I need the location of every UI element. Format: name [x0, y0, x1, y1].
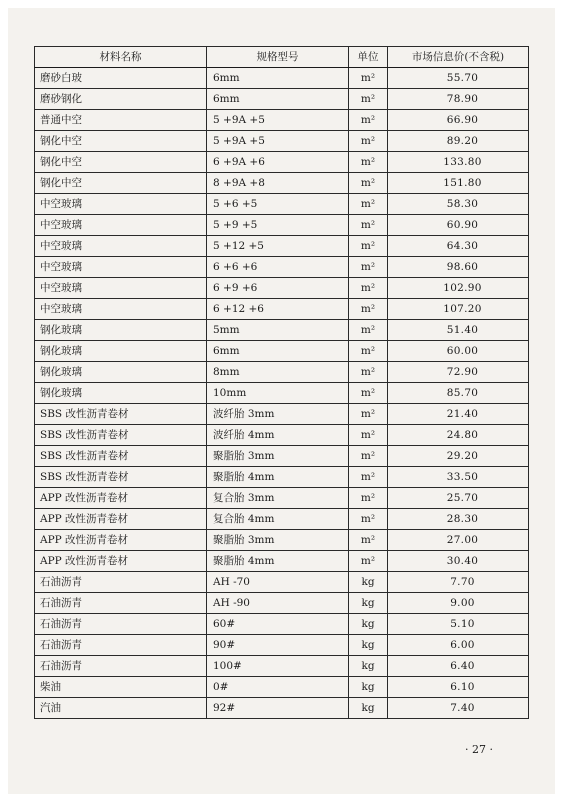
- cell-unit: m²: [349, 446, 388, 467]
- cell-unit: m²: [349, 236, 388, 257]
- cell-price: 89.20: [388, 131, 529, 152]
- cell-price: 72.90: [388, 362, 529, 383]
- table-row: [35, 572, 529, 593]
- header-market-price: 市场信息价(不含税): [388, 47, 529, 68]
- cell-unit: m²: [349, 530, 388, 551]
- table-row: [35, 194, 529, 215]
- table-row: [35, 299, 529, 320]
- table-row: [35, 635, 529, 656]
- cell-material-name: 钢化中空: [35, 152, 207, 173]
- cell-unit: m²: [349, 152, 388, 173]
- table-row: [35, 446, 529, 467]
- table-row: [35, 257, 529, 278]
- cell-spec-model: 92#: [207, 698, 349, 719]
- header-material-name: 材料名称: [35, 47, 207, 68]
- cell-unit: m²: [349, 404, 388, 425]
- table-row: [35, 656, 529, 677]
- table-row: [35, 236, 529, 257]
- table-row: [35, 89, 529, 110]
- cell-price: 55.70: [388, 68, 529, 89]
- cell-price: 9.00: [388, 593, 529, 614]
- cell-spec-model: 复合胎 3mm: [207, 488, 349, 509]
- cell-unit: m²: [349, 425, 388, 446]
- cell-price: 66.90: [388, 110, 529, 131]
- cell-material-name: APP 改性沥青卷材: [35, 530, 207, 551]
- cell-price: 21.40: [388, 404, 529, 425]
- table-row: [35, 593, 529, 614]
- cell-spec-model: 6 +9A +6: [207, 152, 349, 173]
- cell-spec-model: 波纤胎 4mm: [207, 425, 349, 446]
- table-row: [35, 467, 529, 488]
- cell-unit: m²: [349, 173, 388, 194]
- cell-unit: m²: [349, 68, 388, 89]
- table-row: [35, 530, 529, 551]
- cell-material-name: 汽油: [35, 698, 207, 719]
- cell-spec-model: 聚脂胎 4mm: [207, 467, 349, 488]
- cell-price: 7.40: [388, 698, 529, 719]
- cell-unit: m²: [349, 131, 388, 152]
- price-table: [34, 46, 529, 719]
- cell-material-name: 石油沥青: [35, 614, 207, 635]
- cell-spec-model: 5 +9A +5: [207, 110, 349, 131]
- cell-spec-model: 0#: [207, 677, 349, 698]
- table-row: [35, 173, 529, 194]
- cell-material-name: 石油沥青: [35, 656, 207, 677]
- table-row: [35, 425, 529, 446]
- cell-unit: m²: [349, 278, 388, 299]
- table-row: [35, 362, 529, 383]
- table-row: [35, 509, 529, 530]
- cell-unit: m²: [349, 383, 388, 404]
- cell-material-name: APP 改性沥青卷材: [35, 509, 207, 530]
- cell-spec-model: AH -70: [207, 572, 349, 593]
- cell-price: 25.70: [388, 488, 529, 509]
- table-row: [35, 551, 529, 572]
- cell-price: 102.90: [388, 278, 529, 299]
- cell-price: 30.40: [388, 551, 529, 572]
- cell-material-name: 石油沥青: [35, 593, 207, 614]
- cell-material-name: SBS 改性沥青卷材: [35, 404, 207, 425]
- cell-spec-model: 6mm: [207, 68, 349, 89]
- cell-unit: kg: [349, 593, 388, 614]
- cell-spec-model: 10mm: [207, 383, 349, 404]
- table-row: [35, 488, 529, 509]
- cell-material-name: 钢化中空: [35, 131, 207, 152]
- table-row: [35, 341, 529, 362]
- cell-material-name: 中空玻璃: [35, 194, 207, 215]
- cell-unit: m²: [349, 488, 388, 509]
- cell-material-name: 钢化玻璃: [35, 341, 207, 362]
- cell-price: 6.00: [388, 635, 529, 656]
- cell-spec-model: 5 +12 +5: [207, 236, 349, 257]
- cell-spec-model: 5mm: [207, 320, 349, 341]
- cell-unit: kg: [349, 614, 388, 635]
- cell-price: 5.10: [388, 614, 529, 635]
- cell-unit: kg: [349, 656, 388, 677]
- cell-price: 6.40: [388, 656, 529, 677]
- table-row: [35, 68, 529, 89]
- cell-spec-model: 5 +6 +5: [207, 194, 349, 215]
- table-row: [35, 383, 529, 404]
- cell-spec-model: 60#: [207, 614, 349, 635]
- cell-spec-model: AH -90: [207, 593, 349, 614]
- cell-price: 64.30: [388, 236, 529, 257]
- cell-unit: m²: [349, 362, 388, 383]
- cell-unit: m²: [349, 110, 388, 131]
- table-header-row: [35, 47, 529, 68]
- cell-material-name: 普通中空: [35, 110, 207, 131]
- cell-unit: kg: [349, 698, 388, 719]
- cell-spec-model: 6mm: [207, 341, 349, 362]
- cell-price: 58.30: [388, 194, 529, 215]
- cell-spec-model: 聚脂胎 4mm: [207, 551, 349, 572]
- cell-material-name: SBS 改性沥青卷材: [35, 446, 207, 467]
- table-row: [35, 215, 529, 236]
- table-row: [35, 278, 529, 299]
- cell-material-name: 中空玻璃: [35, 215, 207, 236]
- cell-price: 29.20: [388, 446, 529, 467]
- cell-spec-model: 6 +12 +6: [207, 299, 349, 320]
- cell-price: 24.80: [388, 425, 529, 446]
- cell-price: 107.20: [388, 299, 529, 320]
- header-spec-model: 规格型号: [207, 47, 349, 68]
- cell-unit: kg: [349, 677, 388, 698]
- cell-spec-model: 波纤胎 3mm: [207, 404, 349, 425]
- cell-price: 151.80: [388, 173, 529, 194]
- cell-price: 6.10: [388, 677, 529, 698]
- cell-price: 28.30: [388, 509, 529, 530]
- document-page: [8, 8, 555, 794]
- table-row: [35, 677, 529, 698]
- cell-price: 60.00: [388, 341, 529, 362]
- cell-unit: m²: [349, 215, 388, 236]
- cell-material-name: 石油沥青: [35, 572, 207, 593]
- cell-price: 33.50: [388, 467, 529, 488]
- cell-spec-model: 8 +9A +8: [207, 173, 349, 194]
- cell-price: 85.70: [388, 383, 529, 404]
- cell-unit: m²: [349, 551, 388, 572]
- cell-spec-model: 5 +9 +5: [207, 215, 349, 236]
- cell-spec-model: 100#: [207, 656, 349, 677]
- table-row: [35, 152, 529, 173]
- cell-material-name: 石油沥青: [35, 635, 207, 656]
- cell-material-name: APP 改性沥青卷材: [35, 551, 207, 572]
- cell-unit: kg: [349, 635, 388, 656]
- table-row: [35, 404, 529, 425]
- cell-material-name: SBS 改性沥青卷材: [35, 467, 207, 488]
- table-row: [35, 131, 529, 152]
- table-body: [35, 68, 529, 719]
- cell-material-name: 中空玻璃: [35, 236, 207, 257]
- cell-material-name: 钢化玻璃: [35, 362, 207, 383]
- cell-material-name: SBS 改性沥青卷材: [35, 425, 207, 446]
- cell-material-name: 中空玻璃: [35, 299, 207, 320]
- cell-unit: m²: [349, 320, 388, 341]
- cell-unit: m²: [349, 257, 388, 278]
- cell-unit: m²: [349, 89, 388, 110]
- cell-unit: kg: [349, 572, 388, 593]
- cell-spec-model: 5 +9A +5: [207, 131, 349, 152]
- header-unit: 单位: [349, 47, 388, 68]
- cell-price: 7.70: [388, 572, 529, 593]
- cell-material-name: 中空玻璃: [35, 278, 207, 299]
- page-number: · 27 ·: [465, 743, 493, 756]
- cell-spec-model: 90#: [207, 635, 349, 656]
- cell-spec-model: 聚脂胎 3mm: [207, 530, 349, 551]
- cell-price: 133.80: [388, 152, 529, 173]
- cell-price: 98.60: [388, 257, 529, 278]
- cell-unit: m²: [349, 194, 388, 215]
- cell-price: 78.90: [388, 89, 529, 110]
- cell-material-name: 柴油: [35, 677, 207, 698]
- cell-spec-model: 6 +6 +6: [207, 257, 349, 278]
- cell-spec-model: 6mm: [207, 89, 349, 110]
- cell-material-name: 钢化中空: [35, 173, 207, 194]
- cell-material-name: 中空玻璃: [35, 257, 207, 278]
- cell-unit: m²: [349, 509, 388, 530]
- cell-material-name: APP 改性沥青卷材: [35, 488, 207, 509]
- table-row: [35, 320, 529, 341]
- cell-material-name: 磨砂钢化: [35, 89, 207, 110]
- cell-unit: m²: [349, 299, 388, 320]
- cell-material-name: 钢化玻璃: [35, 320, 207, 341]
- cell-material-name: 磨砂白玻: [35, 68, 207, 89]
- cell-price: 27.00: [388, 530, 529, 551]
- cell-unit: m²: [349, 467, 388, 488]
- cell-unit: m²: [349, 341, 388, 362]
- cell-spec-model: 复合胎 4mm: [207, 509, 349, 530]
- cell-spec-model: 聚脂胎 3mm: [207, 446, 349, 467]
- table-row: [35, 614, 529, 635]
- cell-spec-model: 8mm: [207, 362, 349, 383]
- cell-spec-model: 6 +9 +6: [207, 278, 349, 299]
- cell-price: 51.40: [388, 320, 529, 341]
- table-row: [35, 110, 529, 131]
- cell-price: 60.90: [388, 215, 529, 236]
- table-row: [35, 698, 529, 719]
- cell-material-name: 钢化玻璃: [35, 383, 207, 404]
